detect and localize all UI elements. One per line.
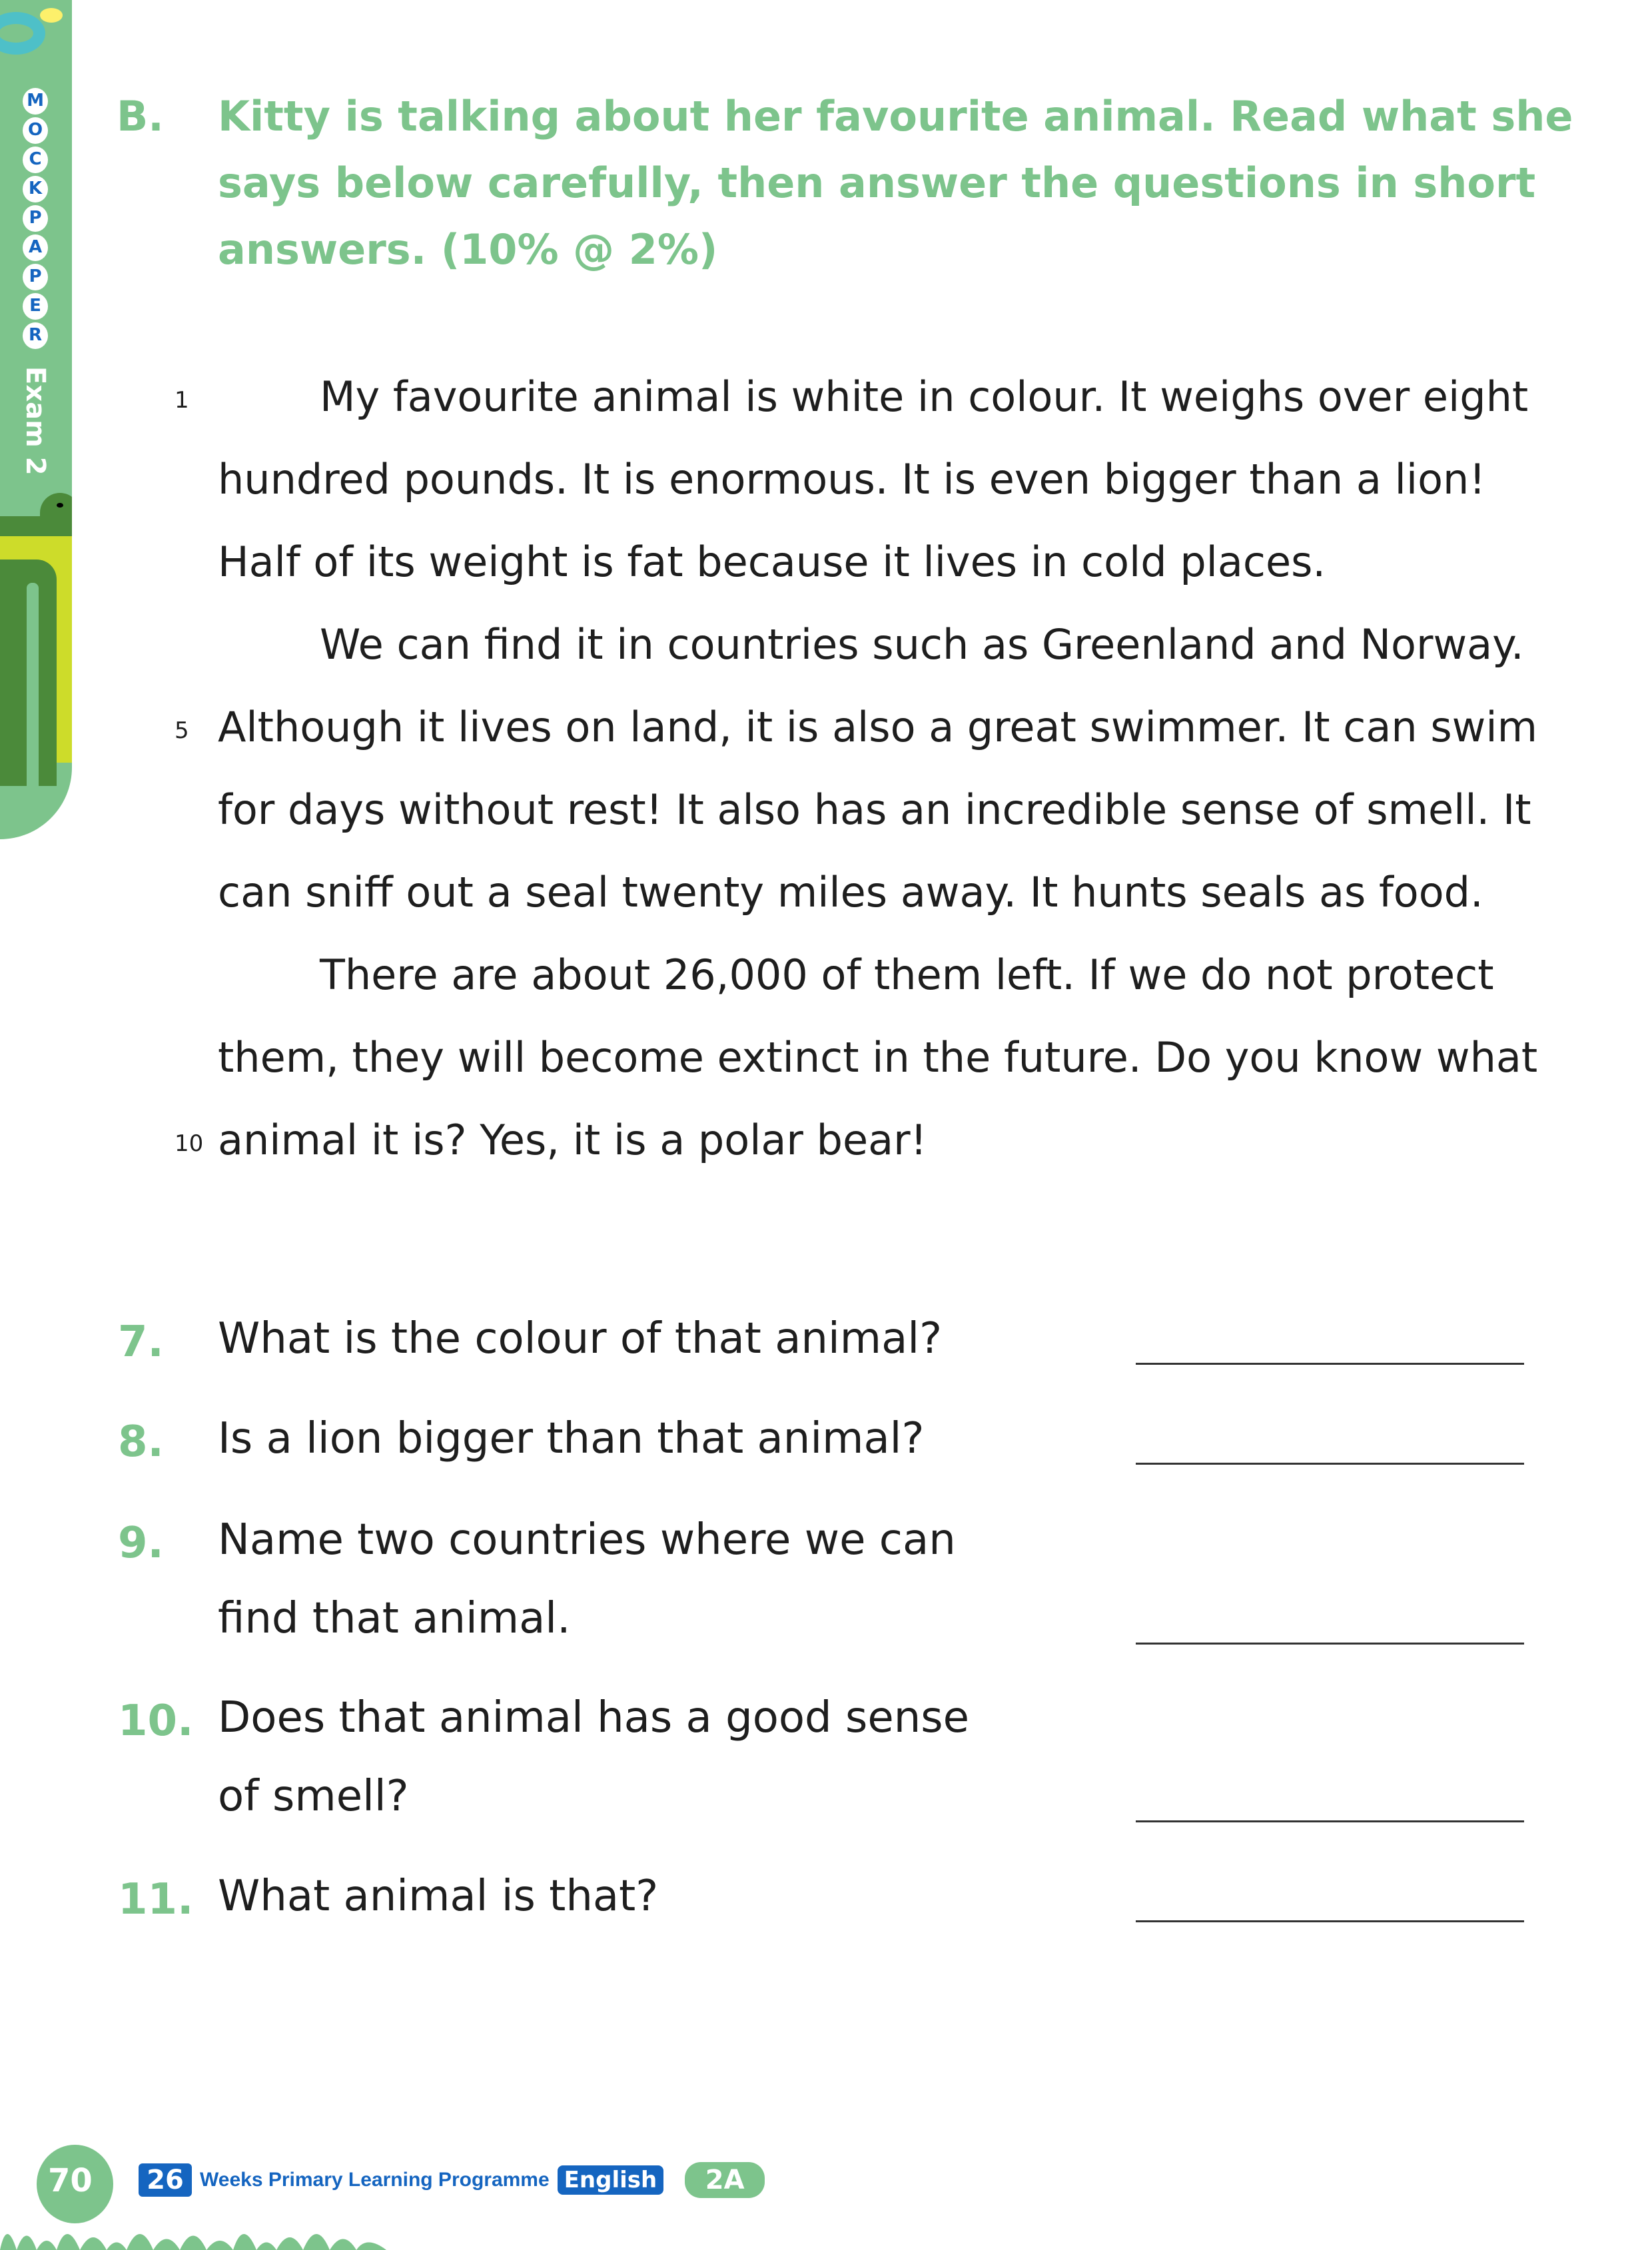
instruction-line: says below carefully, then answer the questions in short [218,159,1536,207]
line-number: 5 [175,717,189,744]
question-number: 8. [118,1417,164,1467]
instruction-line: answers. (10% @ 2%) [218,225,718,274]
ring-decoration [0,12,45,55]
mock-letter: M [23,88,48,115]
question-number: 11. [118,1875,194,1924]
mock-letter: P [23,264,48,290]
side-tab [0,0,72,839]
mock-paper-letters [20,87,51,350]
mock-paper-label [20,87,51,476]
question-text: find that animal. [218,1594,571,1643]
crocodile-illustration [0,480,72,839]
line-number: 1 [175,387,189,414]
answer-line[interactable] [1136,1643,1524,1645]
logo-26: 26 [139,2163,192,2197]
passage-line: animal it is? Yes, it is a polar bear! [218,1116,927,1164]
question-text: Is a lion bigger than that animal? [218,1414,925,1463]
grass-decoration [0,2218,400,2250]
question-text: of smell? [218,1772,409,1821]
passage-line: We can find it in countries such as Greenland and Norway. [320,620,1524,669]
mock-letter: A [23,234,48,261]
passage-line: My favourite animal is white in colour. It weighs over eight [320,372,1529,421]
subject-badge: English [558,2165,664,2195]
passage-line: Although it lives on land, it is also a great swimmer. It can swim [218,703,1537,751]
mock-letter: R [23,322,48,349]
mock-letter: O [23,117,48,144]
passage-line: can sniff out a seal twenty miles away. It hunts seals as food. [218,868,1483,917]
programme-title: Weeks Primary Learning Programme [200,2169,550,2191]
question-number: 10. [118,1696,194,1746]
question-text: Name two countries where we can [218,1515,956,1565]
question-number: 7. [118,1317,164,1367]
line-number: 10 [175,1130,204,1157]
passage-line: Half of its weight is fat because it lives in cold places. [218,538,1326,586]
answer-line[interactable] [1136,1820,1524,1822]
question-text: Does that animal has a good sense [218,1693,969,1742]
mock-letter: C [23,147,48,173]
mock-letter: E [23,293,48,320]
instruction-line: Kitty is talking about her favourite animal. Read what she [218,92,1573,141]
answer-line[interactable] [1136,1920,1524,1922]
answer-line[interactable] [1136,1463,1524,1465]
level-badge: 2A [685,2162,765,2198]
answer-line[interactable] [1136,1363,1524,1365]
passage-line: There are about 26,000 of them left. If we do not protect [320,950,1494,999]
question-text: What is the colour of that animal? [218,1314,943,1363]
footer [0,2118,933,2250]
question-number: 9. [118,1519,164,1568]
section-letter: B. [117,92,164,141]
mock-letter: P [23,205,48,232]
passage-line: for days without rest! It also has an incredible sense of smell. It [218,785,1531,834]
passage-line: them, they will become extinct in the future. Do you know what [218,1033,1538,1082]
section-instructions [218,83,1573,283]
page-number: 70 [48,2162,93,2199]
passage-line: hundred pounds. It is enormous. It is even bigger than a lion! [218,455,1486,504]
footer-branding [139,2162,765,2198]
mock-letter: K [23,176,48,202]
exam-label: Exam 2 [20,366,51,476]
question-text: What animal is that? [218,1872,659,1921]
yellow-dot-decoration [40,8,63,23]
